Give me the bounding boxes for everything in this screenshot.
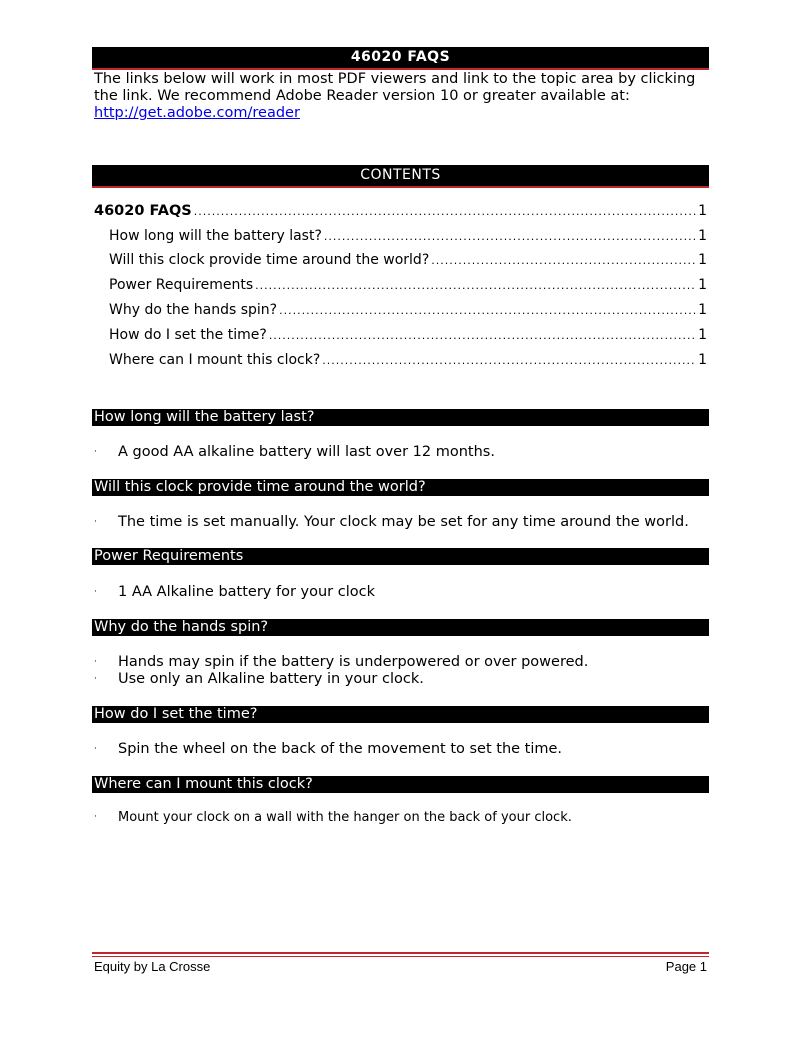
bullet-text: The time is set manually. Your clock may be set for any time around the world. — [118, 514, 689, 530]
toc-entry[interactable] — [109, 352, 707, 372]
intro-paragraph — [94, 71, 709, 122]
footer-rule-thin — [92, 956, 709, 957]
list-item — [94, 671, 424, 688]
contents-rule — [92, 186, 709, 188]
list-item — [94, 809, 572, 826]
toc-entry-label: 46020 FAQS — [94, 203, 192, 219]
bullet-glyph: · — [94, 812, 97, 822]
toc-entry-label: Power Requirements — [109, 277, 254, 293]
toc-leader — [324, 230, 696, 243]
toc-page-number: 1 — [698, 327, 707, 343]
section-heading-battery: How long will the battery last? — [92, 409, 709, 426]
bullet-text: Mount your clock on a wall with the hanger on the back of your clock. — [118, 810, 572, 825]
toc-entry[interactable] — [109, 302, 707, 322]
toc-page-number: 1 — [698, 228, 707, 244]
title-rule — [92, 68, 709, 70]
contents-heading: CONTENTS — [92, 165, 709, 186]
toc-page-number: 1 — [698, 203, 707, 219]
bullet-glyph: · — [94, 657, 97, 667]
bullet-text: Use only an Alkaline battery in your clock. — [118, 671, 424, 687]
toc-entry-label: Will this clock provide time around the world? — [109, 252, 430, 268]
section-heading-set-time: How do I set the time? — [92, 706, 709, 723]
toc-entry[interactable] — [94, 203, 707, 223]
section-heading-time-world: Will this clock provide time around the world? — [92, 479, 709, 496]
toc-leader — [255, 279, 696, 292]
bullet-glyph: · — [94, 447, 97, 457]
toc-entry[interactable] — [109, 277, 707, 297]
adobe-reader-link[interactable]: http://get.adobe.com/reader — [94, 105, 300, 121]
footer-page-number: Page 1 — [665, 959, 707, 974]
bullet-glyph: · — [94, 674, 97, 684]
toc-leader — [431, 254, 696, 267]
toc-entry-label: Where can I mount this clock? — [109, 352, 321, 368]
toc-entry-label: How do I set the time? — [109, 327, 267, 343]
intro-text: The links below will work in most PDF viewers and link to the topic area by clicking the link. We recommend Adobe Reader version 10 or greater available at: — [94, 71, 696, 104]
toc-page-number: 1 — [698, 252, 707, 268]
toc-entry[interactable] — [109, 327, 707, 347]
bullet-text: A good AA alkaline battery will last over 12 months. — [118, 444, 495, 460]
section-heading-hands-spin: Why do the hands spin? — [92, 619, 709, 636]
footer-rule — [92, 952, 709, 954]
bullet-glyph: · — [94, 517, 97, 527]
bullet-text: Spin the wheel on the back of the movement to set the time. — [118, 741, 563, 757]
toc-leader — [279, 304, 696, 317]
bullet-text: 1 AA Alkaline battery for your clock — [118, 584, 375, 600]
page-title: 46020 FAQS — [92, 47, 709, 68]
toc-entry[interactable] — [109, 228, 707, 248]
toc-page-number: 1 — [698, 352, 707, 368]
toc-page-number: 1 — [698, 277, 707, 293]
list-item — [94, 741, 562, 758]
list-item — [94, 654, 588, 671]
toc-entry-label: Why do the hands spin? — [109, 302, 278, 318]
footer-publisher: Equity by La Crosse — [94, 959, 211, 974]
bullet-glyph: · — [94, 587, 97, 597]
list-item — [94, 584, 375, 601]
toc-entry[interactable] — [109, 252, 707, 272]
section-heading-mount: Where can I mount this clock? — [92, 776, 709, 793]
bullet-glyph: · — [94, 744, 97, 754]
toc-entry-label: How long will the battery last? — [109, 228, 322, 244]
section-heading-power: Power Requirements — [92, 548, 709, 565]
bullet-text: Hands may spin if the battery is underpowered or over powered. — [118, 654, 589, 670]
list-item — [94, 514, 689, 531]
toc-leader — [194, 205, 696, 218]
toc-page-number: 1 — [698, 302, 707, 318]
toc-leader — [269, 329, 696, 342]
list-item — [94, 444, 495, 461]
toc-leader — [322, 354, 696, 367]
